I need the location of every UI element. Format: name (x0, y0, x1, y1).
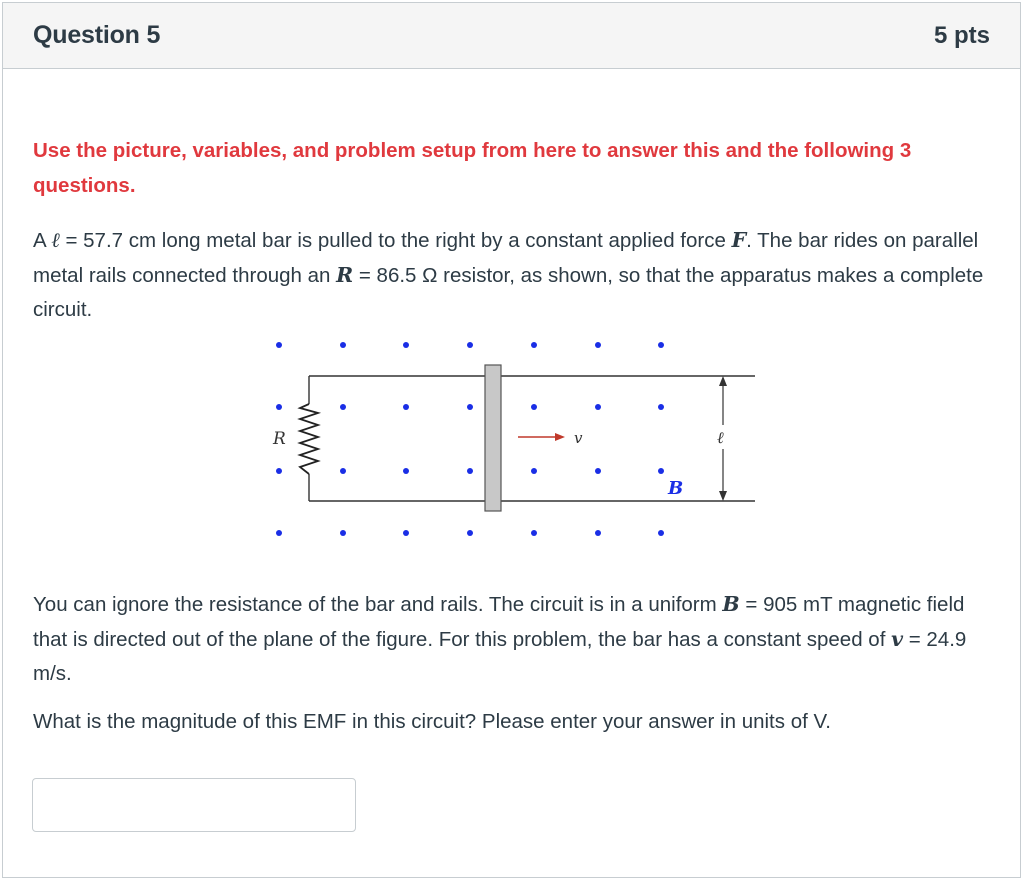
field-dot (276, 468, 282, 474)
metal-bar (485, 365, 501, 511)
problem-paragraph-2 (33, 587, 993, 691)
label-velocity: v (574, 429, 583, 447)
label-resistance: R (273, 429, 286, 449)
var-velocity: v (891, 627, 904, 651)
field-dot (658, 404, 664, 410)
field-dot (276, 342, 282, 348)
magnetic-field-dots (276, 342, 664, 536)
field-dot (403, 404, 409, 410)
p2-text-1: You can ignore the resistance of the bar and rails. The circuit is in a uniform (33, 593, 723, 616)
var-force: F (731, 228, 747, 252)
field-dot (595, 342, 601, 348)
field-dot (467, 404, 473, 410)
length-arrow-down (719, 491, 727, 501)
field-dot (531, 530, 537, 536)
field-dot (595, 468, 601, 474)
var-resistance: R (336, 263, 354, 287)
field-dot (658, 342, 664, 348)
field-dot (340, 530, 346, 536)
field-dot (403, 530, 409, 536)
question-card (2, 2, 1021, 878)
instruction-text: Use the picture, variables, and problem setup from here to answer this and the following 3 questions. (33, 139, 912, 197)
field-dot (658, 468, 664, 474)
field-dot (276, 404, 282, 410)
field-dot (531, 468, 537, 474)
p1-text-2: = 57.7 cm long metal bar is pulled to the right by a constant applied force (59, 229, 732, 252)
velocity-arrow-head (555, 433, 565, 441)
length-arrow-up (719, 376, 727, 386)
p2-text-3: = 24.9 m/s. (33, 628, 967, 685)
field-dot (531, 342, 537, 348)
question-header (3, 3, 1020, 69)
p1-text-1: A (33, 229, 52, 252)
var-length: ℓ (51, 228, 60, 252)
field-dot (595, 404, 601, 410)
problem-question-text: What is the magnitude of this EMF in this circuit? Please enter your answer in units of V. (33, 710, 831, 733)
p1-text-3: . The bar rides on parallel metal rails connected through an (33, 229, 979, 287)
label-length: ℓ (717, 428, 724, 447)
question-points: 5 pts (933, 21, 990, 49)
answer-input[interactable] (32, 778, 356, 832)
var-field: B (722, 592, 740, 616)
circuit-diagram (3, 333, 1003, 583)
p1-text-4: = 86.5 Ω resistor, as shown, so that the apparatus makes a complete circuit. (33, 264, 984, 321)
label-magnetic-field: B (668, 478, 684, 499)
resistor-symbol (300, 404, 318, 474)
circuit-figure (3, 333, 1003, 583)
question-title: Question 5 (33, 21, 161, 49)
field-dot (595, 530, 601, 536)
field-dot (276, 530, 282, 536)
field-dot (403, 342, 409, 348)
field-dot (340, 342, 346, 348)
question-body (3, 133, 1020, 739)
field-dot (403, 468, 409, 474)
field-dot (531, 404, 537, 410)
p2-text-2: = 905 mT magnetic field that is directed out of the plane of the figure. For this problem, the bar has a constant speed of (33, 593, 965, 651)
problem-paragraph-1 (33, 223, 993, 327)
field-dot (658, 530, 664, 536)
field-dot (467, 468, 473, 474)
field-dot (340, 468, 346, 474)
field-dot (340, 404, 346, 410)
field-dot (467, 342, 473, 348)
field-dot (467, 530, 473, 536)
